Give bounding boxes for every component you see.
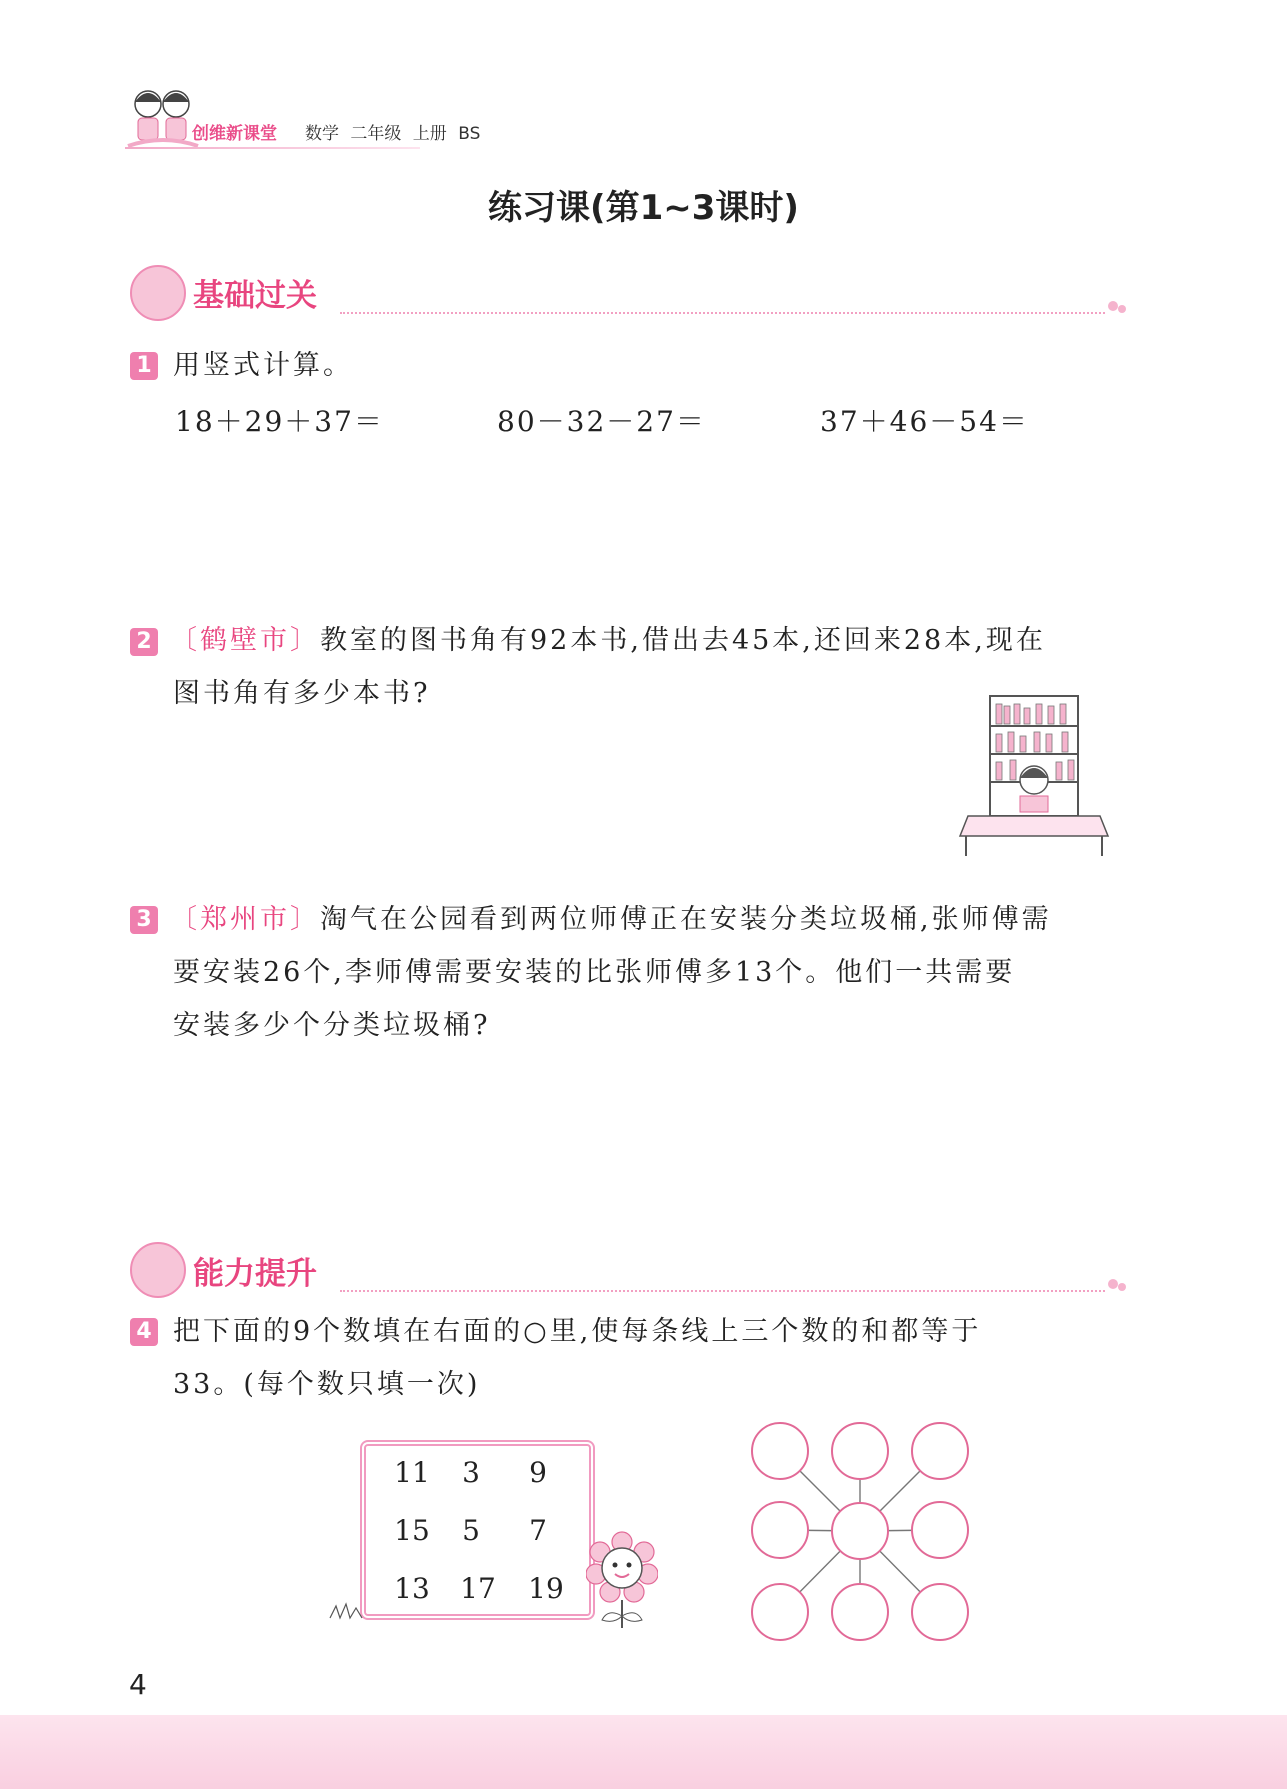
question-line: 教室的图书角有92本书,借出去45本,还回来28本,现在 (320, 625, 1046, 656)
number-cell: 3 (462, 1456, 480, 1489)
number-cell: 19 (528, 1572, 564, 1605)
expression-3: 37＋46－54＝ (820, 405, 1029, 438)
grass-icon (328, 1600, 364, 1620)
subject-info: 数学 二年级 上册 BS (305, 124, 481, 144)
answer-circle[interactable] (911, 1501, 969, 1559)
section-divider (340, 1290, 1105, 1292)
number-cell: 7 (529, 1514, 547, 1547)
answer-circle[interactable] (751, 1501, 809, 1559)
question-text (170, 893, 1052, 946)
question-number: 1 (130, 352, 158, 380)
number-cell: 13 (394, 1572, 430, 1605)
region-tag: 〔郑州市〕 (170, 904, 320, 935)
number-cell: 17 (460, 1572, 496, 1605)
divider-dot-icon (1118, 305, 1126, 313)
flower-icon (586, 1530, 658, 1630)
divider-dot-icon (1118, 1283, 1126, 1291)
question-text (170, 614, 1046, 667)
number-puzzle (746, 1418, 974, 1644)
section-divider (340, 312, 1105, 314)
question-line: 要安装26个,李师傅需要安装的比张师傅多13个。他们一共需要 (173, 957, 1016, 988)
header-underline (125, 147, 420, 149)
teacher-icon (130, 265, 186, 321)
question-text: 用竖式计算。 (173, 350, 353, 381)
question-line: 安装多少个分类垃圾桶? (173, 1010, 491, 1041)
divider-dot-icon (1108, 301, 1118, 311)
question-line: 图书角有多少本书? (173, 678, 431, 709)
region-tag: 〔鹤壁市〕 (170, 625, 320, 656)
answer-circle[interactable] (751, 1422, 809, 1480)
question-number: 3 (130, 906, 158, 934)
number-cell: 5 (462, 1514, 480, 1547)
footer-band (0, 1715, 1287, 1789)
expression-1: 18＋29＋37＝ (175, 405, 384, 438)
question-line: 把下面的9个数填在右面的○里,使每条线上三个数的和都等于 (173, 1316, 982, 1347)
answer-circle-center[interactable] (831, 1502, 889, 1560)
bookshelf-reading-girl-icon (958, 692, 1110, 860)
divider-dot-icon (1108, 1279, 1118, 1289)
question-line: 淘气在公园看到两位师傅正在安装分类垃圾桶,张师傅需 (320, 904, 1052, 935)
answer-circle[interactable] (831, 1583, 889, 1641)
question-line: 33。(每个数只填一次) (173, 1369, 481, 1400)
page-number: 4 (129, 1668, 147, 1701)
page-title: 练习课(第1~3课时) (488, 188, 799, 228)
number-cell: 9 (529, 1456, 547, 1489)
kids-mascot-icon (124, 84, 202, 154)
brand-name: 创维新课堂 (192, 124, 277, 144)
monkey-mascot-icon (130, 1242, 186, 1298)
question-number: 4 (130, 1318, 158, 1346)
expression-2: 80－32－27＝ (497, 405, 706, 438)
answer-circle[interactable] (751, 1583, 809, 1641)
section-title-advanced: 能力提升 (193, 1256, 317, 1292)
section-title-basic: 基础过关 (193, 278, 317, 314)
number-cell: 15 (394, 1514, 430, 1547)
question-number: 2 (130, 628, 158, 656)
answer-circle[interactable] (911, 1583, 969, 1641)
answer-circle[interactable] (831, 1422, 889, 1480)
answer-circle[interactable] (911, 1422, 969, 1480)
number-cell: 11 (394, 1456, 430, 1489)
